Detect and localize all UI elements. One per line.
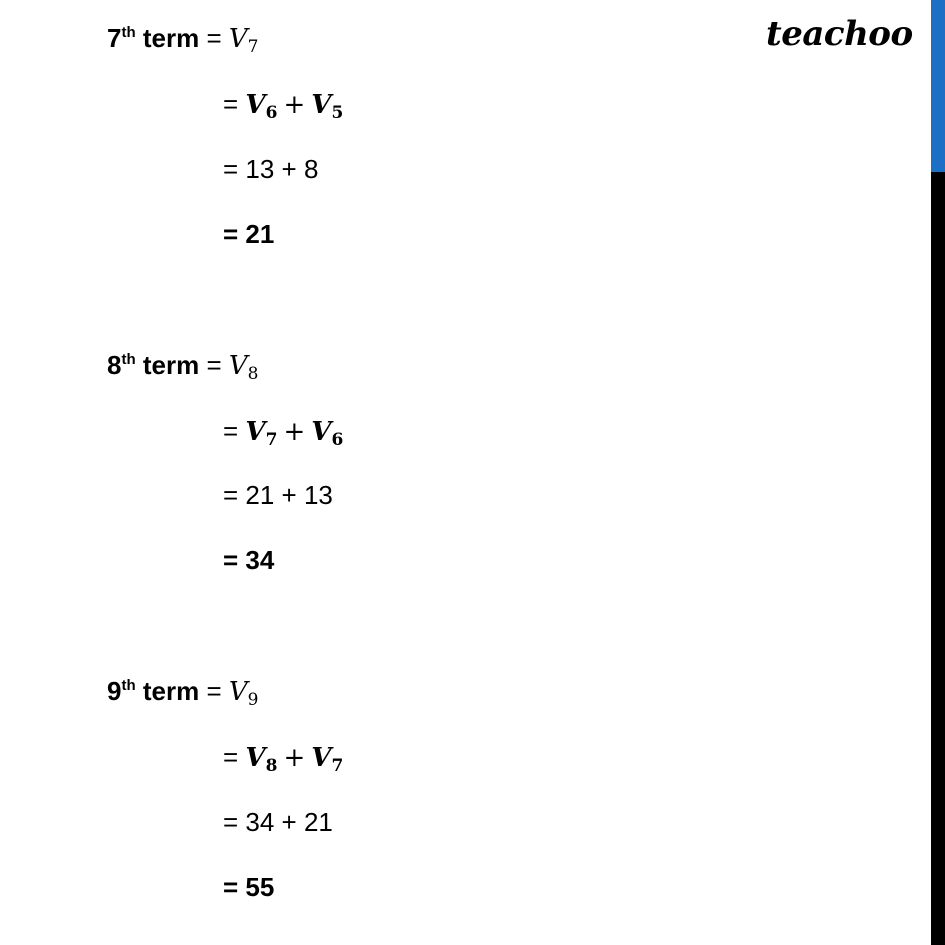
result-line: = 21	[223, 219, 275, 249]
recurrence-line	[223, 741, 343, 782]
term-symbol: $V_8$	[228, 351, 259, 384]
term-heading	[107, 675, 259, 716]
equals-sign: =	[223, 89, 239, 119]
substitution-line: = 21 + 13	[223, 480, 333, 510]
term-symbol: $V_7$	[228, 24, 259, 57]
scrollbar-thumb[interactable]	[931, 0, 945, 172]
term-heading	[107, 349, 259, 390]
equals-sign: =	[223, 416, 239, 446]
equals-sign: =	[206, 350, 222, 380]
term-word: term	[142, 350, 200, 380]
teachoo-logo: teachoo	[766, 14, 913, 54]
term-ordinal: 9	[107, 676, 122, 706]
ordinal-suffix: th	[121, 677, 136, 694]
recurrence-expression: $V_7 + V_6$	[245, 417, 344, 450]
recurrence-line	[223, 415, 343, 456]
ordinal-suffix: th	[121, 24, 136, 41]
recurrence-expression: $V_8 + V_7$	[245, 743, 344, 776]
recurrence-expression: $V_6 + V_5$	[245, 90, 344, 123]
equals-sign: =	[223, 742, 239, 772]
term-ordinal: 8	[107, 350, 122, 380]
term-heading	[107, 22, 259, 63]
vertical-scrollbar[interactable]	[931, 0, 945, 945]
term-symbol: $V_9$	[228, 677, 259, 710]
ordinal-suffix: th	[121, 351, 136, 368]
result-line: = 55	[223, 872, 275, 902]
term-ordinal: 7	[107, 23, 122, 53]
recurrence-line	[223, 88, 343, 129]
equals-sign: =	[206, 23, 222, 53]
term-word: term	[142, 23, 200, 53]
substitution-line: = 34 + 21	[223, 807, 333, 837]
equals-sign: =	[206, 676, 222, 706]
result-line: = 34	[223, 545, 275, 575]
term-word: term	[142, 676, 200, 706]
substitution-line: = 13 + 8	[223, 154, 319, 184]
